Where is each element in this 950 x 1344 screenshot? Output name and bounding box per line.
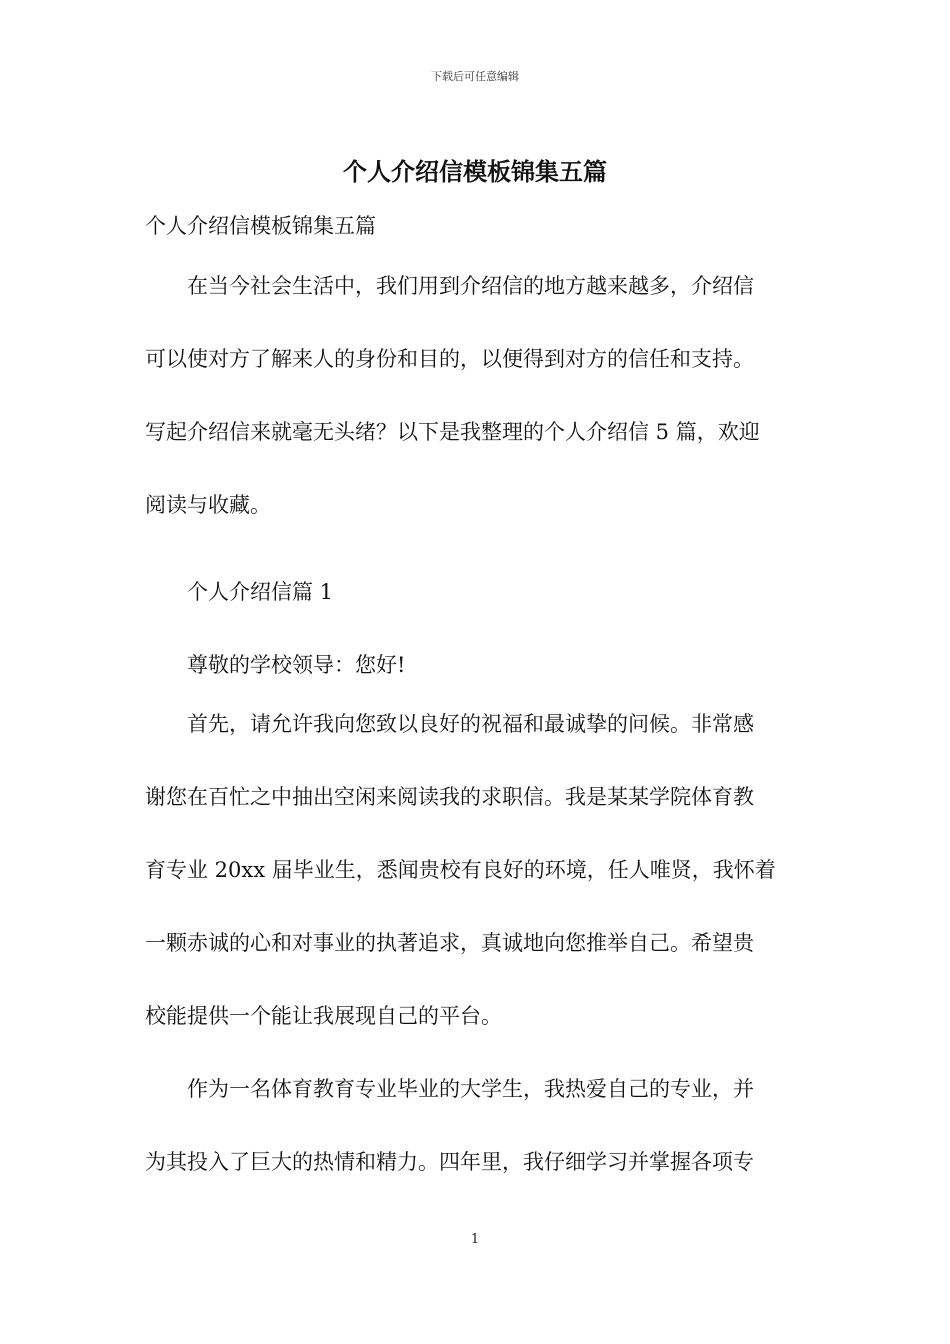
document-subtitle: 个人介绍信模板锦集五篇: [145, 214, 376, 238]
text-line: 可以使对方了解来人的身份和目的，以便得到对方的信任和支持。: [145, 347, 754, 371]
section-heading: 个人介绍信篇 1: [187, 580, 334, 604]
text-line: 首先，请允许我向您致以良好的祝福和最诚挚的问候。非常感: [187, 712, 754, 736]
text-line: 为其投入了巨大的热情和精力。四年里，我仔细学习并掌握各项专: [145, 1150, 754, 1174]
text-line: 校能提供一个能让我展现自己的平台。: [145, 1004, 502, 1028]
document-title: 个人介绍信模板锦集五篇: [343, 157, 607, 186]
text-line: 阅读与收藏。: [145, 493, 271, 517]
text-line: 谢您在百忙之中抽出空闲来阅读我的求职信。我是某某学院体育教: [145, 785, 754, 809]
text-line: 在当今社会生活中，我们用到介绍信的地方越来越多，介绍信: [187, 274, 754, 298]
header-note: 下载后可任意编辑: [431, 70, 519, 83]
text-line: 育专业 20xx 届毕业生，悉闻贵校有良好的环境，任人唯贤，我怀着: [145, 858, 776, 882]
paragraph-1: [145, 702, 805, 1067]
paragraph-2: [145, 1067, 805, 1213]
greeting: 尊敬的学校领导：您好!: [187, 653, 406, 677]
text-line: 一颗赤诚的心和对事业的执著追求，真诚地向您推举自己。希望贵: [145, 931, 754, 955]
document-body: [145, 274, 805, 1213]
intro-paragraph: [145, 264, 805, 556]
page-number: 1: [470, 1232, 480, 1247]
text-line: 作为一名体育教育专业毕业的大学生，我热爱自己的专业，并: [187, 1077, 754, 1101]
text-line: 写起介绍信来就毫无头绪？以下是我整理的个人介绍信 5 篇，欢迎: [145, 420, 760, 444]
